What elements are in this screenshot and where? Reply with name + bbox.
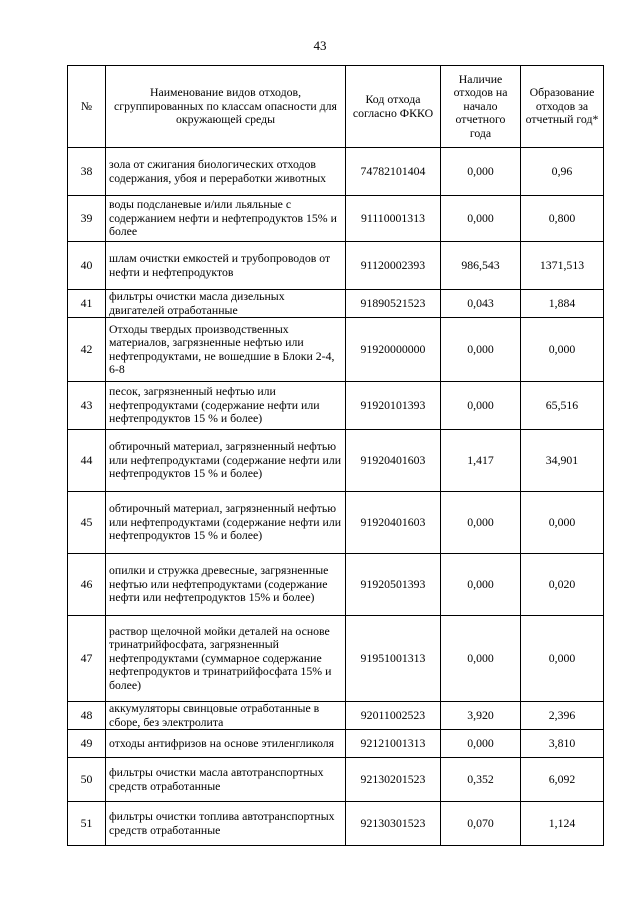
formed-amount-cell: 1,124 bbox=[521, 802, 604, 846]
waste-name-cell: фильтры очистки масла дизельных двигателей отработанные bbox=[106, 290, 346, 318]
table-row bbox=[68, 730, 604, 758]
table-row bbox=[68, 616, 604, 702]
formed-amount-cell: 65,516 bbox=[521, 382, 604, 430]
fkko-code-cell: 91890521523 bbox=[346, 290, 441, 318]
row-number-cell: 42 bbox=[68, 318, 106, 382]
start-amount-cell: 0,000 bbox=[441, 196, 521, 242]
fkko-code-cell: 92011002523 bbox=[346, 702, 441, 730]
header-fkko-code: Код отхода согласно ФККО bbox=[346, 66, 441, 148]
table-row bbox=[68, 242, 604, 290]
waste-name-cell: обтирочный материал, загрязненный нефтью или нефтепродуктами (содержание нефти или нефтепродуктов 15 % и более) bbox=[106, 430, 346, 492]
start-amount-cell: 0,000 bbox=[441, 318, 521, 382]
row-number-cell: 40 bbox=[68, 242, 106, 290]
row-number-cell: 46 bbox=[68, 554, 106, 616]
fkko-code-cell: 91110001313 bbox=[346, 196, 441, 242]
table-body bbox=[68, 148, 604, 846]
header-num: № bbox=[68, 66, 106, 148]
waste-name-cell: воды подсланевые и/или льяльные с содержанием нефти и нефтепродуктов 15% и более bbox=[106, 196, 346, 242]
table-row bbox=[68, 382, 604, 430]
fkko-code-cell: 92130301523 bbox=[346, 802, 441, 846]
formed-amount-cell: 0,000 bbox=[521, 616, 604, 702]
formed-amount-cell: 3,810 bbox=[521, 730, 604, 758]
start-amount-cell: 0,000 bbox=[441, 554, 521, 616]
fkko-code-cell: 91951001313 bbox=[346, 616, 441, 702]
fkko-code-cell: 91920401603 bbox=[346, 430, 441, 492]
start-amount-cell: 0,000 bbox=[441, 382, 521, 430]
row-number-cell: 50 bbox=[68, 758, 106, 802]
header-start-amount: Наличие отходов на начало отчетного года bbox=[441, 66, 521, 148]
formed-amount-cell: 0,020 bbox=[521, 554, 604, 616]
table-row bbox=[68, 554, 604, 616]
formed-amount-cell: 1,884 bbox=[521, 290, 604, 318]
start-amount-cell: 0,000 bbox=[441, 616, 521, 702]
start-amount-cell: 0,352 bbox=[441, 758, 521, 802]
table-row bbox=[68, 758, 604, 802]
table-row bbox=[68, 702, 604, 730]
start-amount-cell: 986,543 bbox=[441, 242, 521, 290]
waste-table bbox=[67, 65, 604, 846]
fkko-code-cell: 74782101404 bbox=[346, 148, 441, 196]
row-number-cell: 41 bbox=[68, 290, 106, 318]
formed-amount-cell: 2,396 bbox=[521, 702, 604, 730]
start-amount-cell: 1,417 bbox=[441, 430, 521, 492]
row-number-cell: 48 bbox=[68, 702, 106, 730]
fkko-code-cell: 91920401603 bbox=[346, 492, 441, 554]
formed-amount-cell: 34,901 bbox=[521, 430, 604, 492]
table-row bbox=[68, 492, 604, 554]
waste-name-cell: фильтры очистки масла автотранспортных средств отработанные bbox=[106, 758, 346, 802]
formed-amount-cell: 0,000 bbox=[521, 492, 604, 554]
waste-name-cell: опилки и стружка древесные, загрязненные нефтью или нефтепродуктами (содержание нефти или нефтепродуктов 15% и более) bbox=[106, 554, 346, 616]
waste-name-cell: фильтры очистки топлива автотранспортных средств отработанные bbox=[106, 802, 346, 846]
fkko-code-cell: 91920101393 bbox=[346, 382, 441, 430]
waste-name-cell: песок, загрязненный нефтью или нефтепродуктами (содержание нефти или нефтепродуктов 15 % и более) bbox=[106, 382, 346, 430]
row-number-cell: 47 bbox=[68, 616, 106, 702]
waste-name-cell: аккумуляторы свинцовые отработанные в сборе, без электролита bbox=[106, 702, 346, 730]
fkko-code-cell: 92130201523 bbox=[346, 758, 441, 802]
formed-amount-cell: 0,000 bbox=[521, 318, 604, 382]
fkko-code-cell: 92121001313 bbox=[346, 730, 441, 758]
waste-name-cell: обтирочный материал, загрязненный нефтью или нефтепродуктами (содержание нефти или нефтепродуктов 15 % и более) bbox=[106, 492, 346, 554]
formed-amount-cell: 6,092 bbox=[521, 758, 604, 802]
fkko-code-cell: 91920000000 bbox=[346, 318, 441, 382]
start-amount-cell: 0,043 bbox=[441, 290, 521, 318]
row-number-cell: 49 bbox=[68, 730, 106, 758]
table-row bbox=[68, 318, 604, 382]
waste-name-cell: зола от сжигания биологических отходов содержания, убоя и переработки животных bbox=[106, 148, 346, 196]
waste-name-cell: раствор щелочной мойки деталей на основе тринатрийфосфата, загрязненный нефтепродуктами (суммарное содержание нефтепродуктов и тринатрийфосфата 15% и более) bbox=[106, 616, 346, 702]
start-amount-cell: 0,000 bbox=[441, 148, 521, 196]
row-number-cell: 44 bbox=[68, 430, 106, 492]
waste-name-cell: отходы антифризов на основе этиленгликоля bbox=[106, 730, 346, 758]
page-number: 43 bbox=[313, 38, 327, 53]
table-row bbox=[68, 148, 604, 196]
row-number-cell: 45 bbox=[68, 492, 106, 554]
formed-amount-cell: 0,96 bbox=[521, 148, 604, 196]
header-waste-name: Наименование видов отходов, сгруппированных по классам опасности для окружающей среды bbox=[106, 66, 346, 148]
formed-amount-cell: 1371,513 bbox=[521, 242, 604, 290]
table-header-row bbox=[68, 66, 604, 148]
row-number-cell: 39 bbox=[68, 196, 106, 242]
row-number-cell: 38 bbox=[68, 148, 106, 196]
row-number-cell: 43 bbox=[68, 382, 106, 430]
formed-amount-cell: 0,800 bbox=[521, 196, 604, 242]
start-amount-cell: 0,000 bbox=[441, 492, 521, 554]
fkko-code-cell: 91920501393 bbox=[346, 554, 441, 616]
start-amount-cell: 0,000 bbox=[441, 730, 521, 758]
fkko-code-cell: 91120002393 bbox=[346, 242, 441, 290]
table-row bbox=[68, 802, 604, 846]
start-amount-cell: 0,070 bbox=[441, 802, 521, 846]
table-row bbox=[68, 290, 604, 318]
waste-name-cell: Отходы твердых производственных материалов, загрязненные нефтью или нефтепродуктами, не вошедшие в Блоки 2-4, 6-8 bbox=[106, 318, 346, 382]
start-amount-cell: 3,920 bbox=[441, 702, 521, 730]
row-number-cell: 51 bbox=[68, 802, 106, 846]
table-row bbox=[68, 430, 604, 492]
table-row bbox=[68, 196, 604, 242]
header-formed-amount: Образование отходов за отчетный год* bbox=[521, 66, 604, 148]
waste-name-cell: шлам очистки емкостей и трубопроводов от нефти и нефтепродуктов bbox=[106, 242, 346, 290]
